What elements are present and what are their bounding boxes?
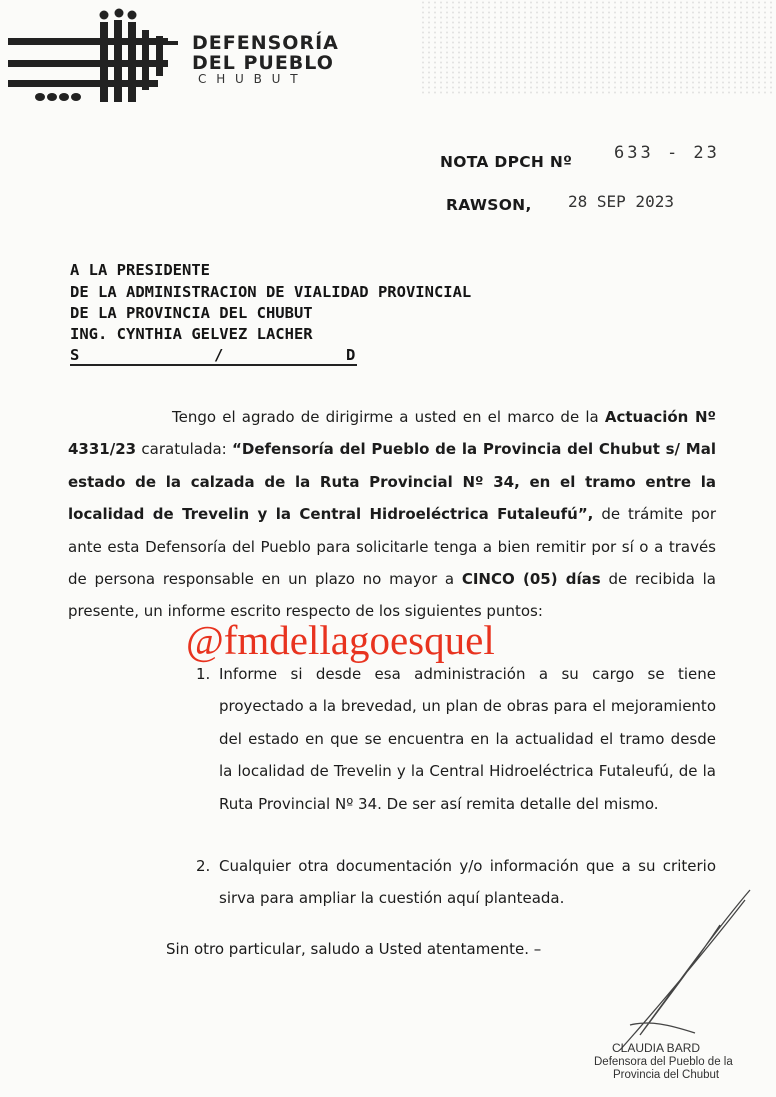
sd-s: S [70,346,80,364]
sd-d: D [346,346,356,364]
nota-number: 633 - 23 [614,143,720,163]
actuacion-number: Actuación Nº 4331/23 [68,408,716,459]
date-stamp: 28 SEP 2023 [568,192,674,211]
city-label: RAWSON, [446,196,532,214]
item-number: 1. [196,665,211,683]
closing-line: Sin otro particular, saludo a Usted atentamente. – [166,940,542,958]
letterhead-logo [8,8,188,106]
scan-noise [420,0,776,95]
recipient-line3: DE LA PROVINCIA DEL CHUBUT [70,304,313,322]
p1-end: de recibida la presente, un informe escrito respecto de los siguientes puntos: [68,570,716,621]
case-title: “Defensoría del Pueblo de la Provincia del Chubut s/ Mal estado de la calzada de la Ruta Provincial Nº 34, en el tramo entre la localidad de Trevelin y la Central Hidroeléctrica Futaleufú”, [68,440,716,524]
signature-title1: Defensora del Pueblo de la [594,1056,733,1068]
defensoria-emblem-icon [8,8,188,106]
list-item-1 [196,658,716,820]
sd-underline [70,364,357,366]
p1-intro: Tengo el agrado de dirigirme a usted en el marco de la [172,408,605,426]
watermark-handle: @fmdellagoesquel [186,617,495,663]
p1-caratulada: caratulada: [136,440,233,459]
item-text: Cualquier otra documentación y/o información que a su criterio sirva para ampliar la cuestión aquí planteada. [219,857,716,908]
recipient-line4: ING. CYNTHIA GELVEZ LACHER [70,325,313,343]
recipient-line1: A LA PRESIDENTE [70,261,210,279]
letterhead-line3: C H U B U T [198,72,301,86]
letterhead-line1: DEFENSORÍA [192,32,339,54]
signature-title2: Provincia del Chubut [613,1069,720,1081]
p1-request: de trámite por ante esta Defensoría del Pueblo para solicitarle tenga a bien remitir por sí o a través de persona responsable en un plazo no mayor a [68,505,716,589]
item-number: 2. [196,857,211,875]
nota-label: NOTA DPCH Nº [440,153,573,171]
letterhead-line2: DEL PUEBLO [192,52,334,74]
item-text: Informe si desde esa administración a su cargo se tiene proyectado a la brevedad, un plan de obras para el mejoramiento del estado en que se encuentra en la actualidad el tramo desde la localidad de Trevelin y la Central Hidroeléctrica Futaleufú, de la Ruta Provincial Nº 34. De ser así remita detalle del mismo. [219,665,716,813]
deadline: CINCO (05) días [461,570,601,589]
signature-name: CLAUDIA BARD [612,1041,701,1055]
sd-slash: / [214,346,224,364]
body-paragraph [68,401,716,628]
recipient-line2: DE LA ADMINISTRACION DE VIALIDAD PROVINCIAL [70,283,472,301]
handwritten-signature [600,885,770,1055]
